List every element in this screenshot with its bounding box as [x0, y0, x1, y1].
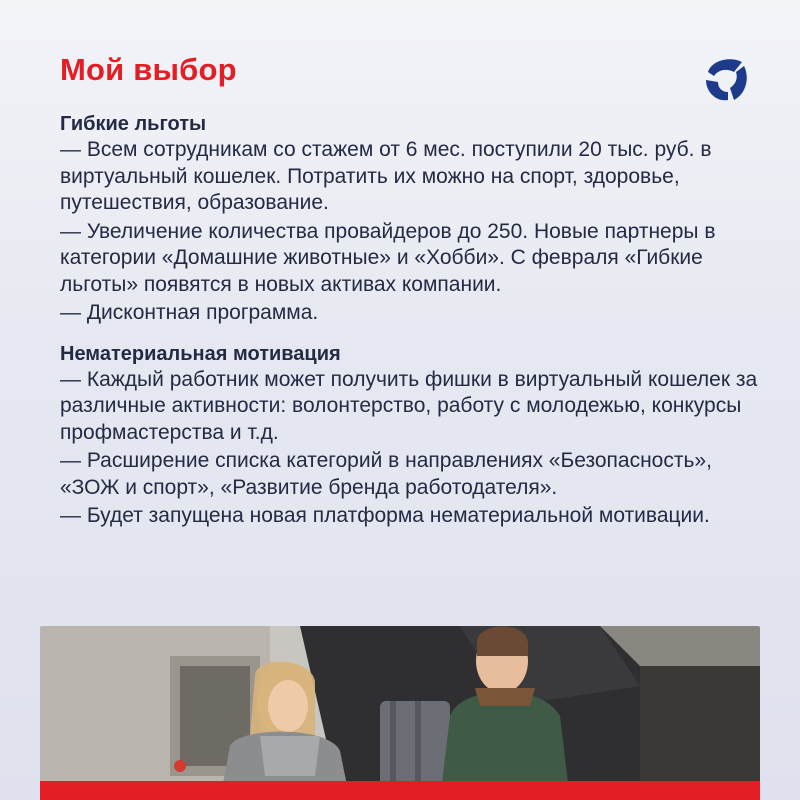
list-item: — Всем сотрудникам со стажем от 6 мес. поступили 20 тыс. руб. в виртуальный кошелек. Потратить их можно на спорт, здоровье, путешествия, образование. — [60, 138, 712, 214]
section-heading: Нематериальная мотивация — [60, 342, 341, 365]
page-title: Мой выбор — [60, 52, 237, 87]
footer-accent-bar — [40, 781, 760, 800]
list-item: — Будет запущена новая платформа нематериальной мотивации. — [60, 504, 710, 527]
company-logo-icon — [700, 52, 752, 104]
list-item: — Дисконтная программа. — [60, 301, 319, 324]
main-content — [60, 111, 770, 532]
list-item: — Расширение списка категорий в направлениях «Безопасность», «ЗОЖ и спорт», «Развитие бренда работодателя». — [60, 449, 712, 499]
section-nonmaterial-motivation — [60, 341, 770, 530]
photo-people-with-car — [40, 626, 760, 800]
list-item: — Увеличение количества провайдеров до 250. Новые партнеры в категории «Домашние животные» и «Хобби». С февраля «Гибкие льготы» появятся в новых активах компании. — [60, 219, 716, 296]
section-flexible-benefits — [60, 111, 770, 327]
list-item: — Каждый работник может получить фишки в виртуальный кошелек за различные активности: волонтерство, работу с молодежью, конкурсы профмастерства и т.д. — [60, 367, 758, 444]
section-heading: Гибкие льготы — [60, 113, 207, 135]
